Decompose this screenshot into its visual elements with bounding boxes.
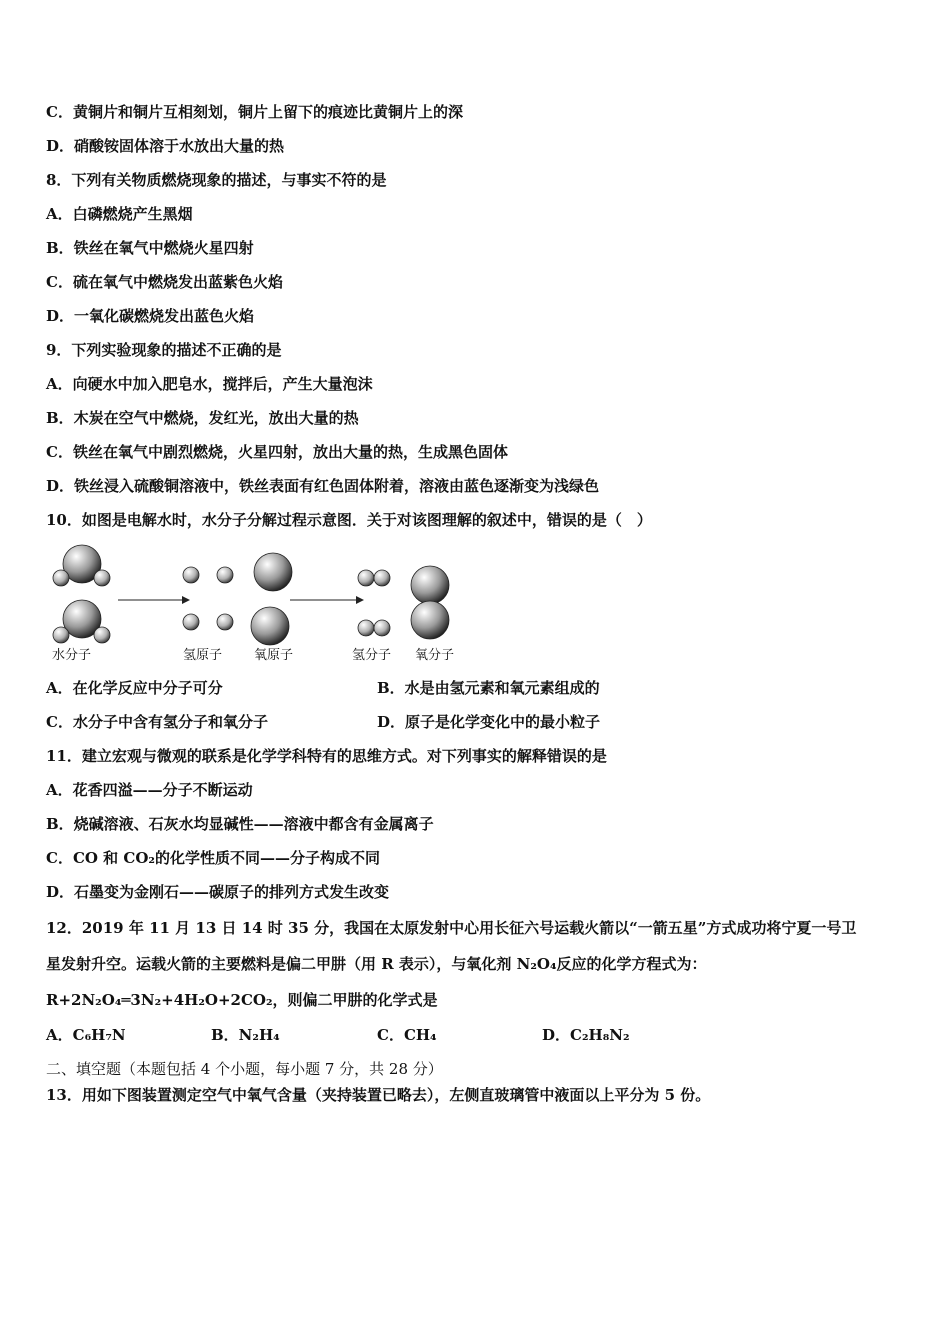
- hydrogen-molecule-bottom: [358, 620, 390, 636]
- label-oxygen-molecule: 氧分子: [415, 648, 455, 663]
- q11-option-d: D．石墨变为金刚石——碳原子的排列方式发生改变: [46, 883, 390, 901]
- q8-option-d: D．一氧化碳燃烧发出蓝色火焰: [46, 307, 255, 325]
- q12-option-c: C．CH₄: [377, 1026, 437, 1044]
- label-oxygen-atom: 氧原子: [254, 648, 294, 663]
- q7-option-c: C．黄铜片和铜片互相刻划，铜片上留下的痕迹比黄铜片上的深: [46, 103, 463, 121]
- q9-option-c: C．铁丝在氧气中剧烈燃烧，火星四射，放出大量的热，生成黑色固体: [46, 443, 508, 461]
- q11-option-a: A．花香四溢——分子不断运动: [46, 781, 253, 799]
- q9-option-b: B．木炭在空气中燃烧，发红光，放出大量的热: [46, 409, 359, 427]
- section-2-title: 二、填空题（本题包括 4 个小题，每小题 7 分，共 28 分）: [46, 1060, 443, 1078]
- q9-option-a: A．向硬水中加入肥皂水，搅拌后，产生大量泡沫: [46, 375, 373, 393]
- hydrogen-molecule-top: [358, 570, 390, 586]
- hydrogen-atoms: [183, 567, 233, 630]
- water-molecule-bottom: [53, 600, 110, 643]
- q10-option-a: A．在化学反应中分子可分: [46, 679, 223, 697]
- q8-option-a: A．白磷燃烧产生黑烟: [46, 205, 193, 223]
- q12-option-a: A．C₆H₇N: [46, 1026, 126, 1044]
- q10-option-c: C．水分子中含有氢分子和氧分子: [46, 713, 268, 731]
- oxygen-molecule: [411, 566, 449, 639]
- q11-option-b: B．烧碱溶液、石灰水均显碱性——溶液中都含有金属离子: [46, 815, 434, 833]
- q11-stem: 11．建立宏观与微观的联系是化学学科特有的思维方式。对下列事实的解释错误的是: [46, 747, 607, 765]
- q8-stem: 8．下列有关物质燃烧现象的描述，与事实不符的是: [46, 171, 387, 189]
- q9-stem: 9．下列实验现象的描述不正确的是: [46, 341, 282, 359]
- q10-option-d: D．原子是化学变化中的最小粒子: [377, 713, 601, 731]
- q12-option-b: B．N₂H₄: [211, 1026, 280, 1044]
- q12-option-d: D．C₂H₈N₂: [542, 1026, 630, 1044]
- reaction-arrow-2: [290, 596, 364, 604]
- label-water-molecule: 水分子: [52, 648, 92, 663]
- q11-option-c: C．CO 和 CO₂的化学性质不同——分子构成不同: [46, 849, 380, 867]
- label-hydrogen-molecule: 氢分子: [352, 648, 392, 663]
- q13-stem: 13．用如下图装置测定空气中氧气含量（夹持装置已略去），左侧直玻璃管中液面以上平分为 5 份。: [46, 1086, 711, 1104]
- label-hydrogen-atom: 氢原子: [183, 648, 223, 663]
- q7-option-d: D．硝酸铵固体溶于水放出大量的热: [46, 137, 285, 155]
- q8-option-b: B．铁丝在氧气中燃烧火星四射: [46, 239, 254, 257]
- q9-option-d: D．铁丝浸入硫酸铜溶液中，铁丝表面有红色固体附着，溶液由蓝色逐渐变为浅绿色: [46, 477, 600, 495]
- q12-stem-line2: 星发射升空。运载火箭的主要燃料是偏二甲肼（用 R 表示），与氧化剂 N₂O₄反应的化学方程式为：: [46, 955, 707, 973]
- reaction-arrow-1: [118, 596, 190, 604]
- q10-stem: 10．如图是电解水时，水分子分解过程示意图．关于对该图理解的叙述中，错误的是（ ）: [46, 511, 652, 529]
- oxygen-atoms: [251, 553, 292, 645]
- water-molecule-top: [53, 545, 110, 586]
- q10-option-b: B．水是由氢元素和氧元素组成的: [377, 679, 600, 697]
- q8-option-c: C．硫在氧气中燃烧发出蓝紫色火焰: [46, 273, 283, 291]
- q12-stem-line1: 12．2019 年 11 月 13 日 14 时 35 分，我国在太原发射中心用长征六号运载火箭以“一箭五星”方式成功将宁夏一号卫: [46, 919, 857, 937]
- q12-stem-line3: R+2N₂O₄═3N₂+4H₂O+2CO₂，则偏二甲肼的化学式是: [46, 991, 438, 1009]
- water-electrolysis-diagram: [46, 540, 486, 670]
